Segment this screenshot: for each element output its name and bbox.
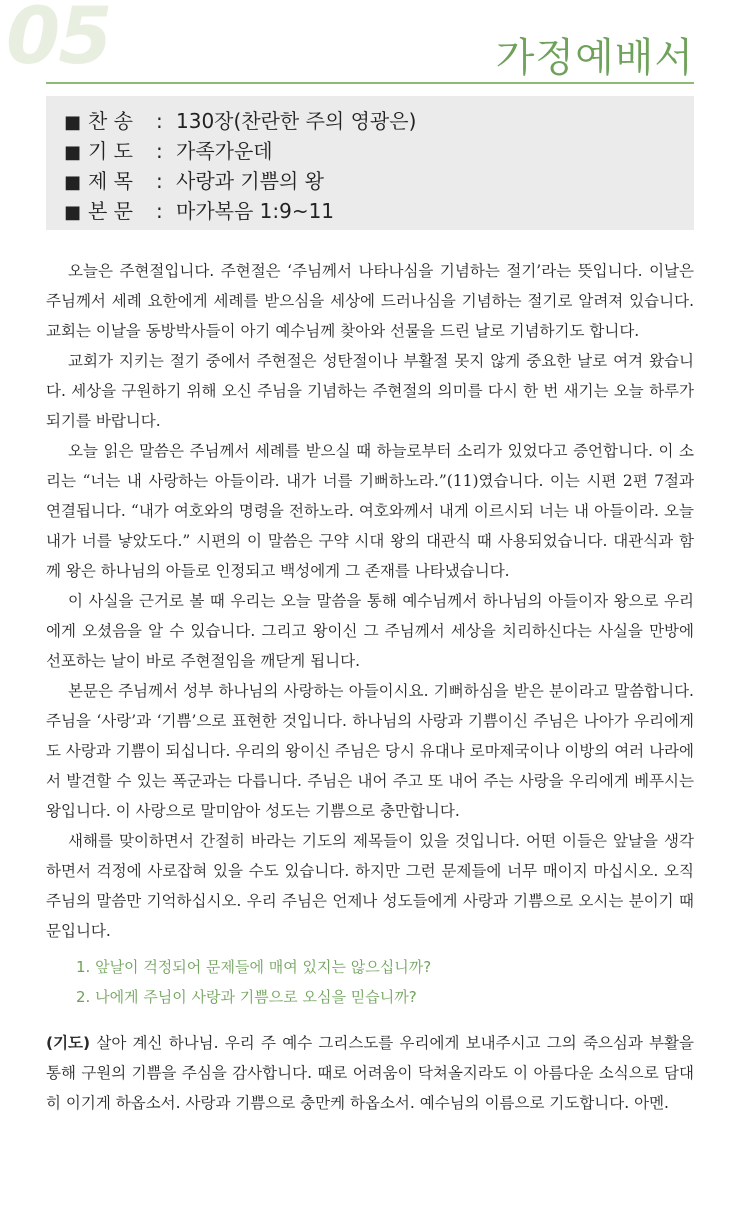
info-value: 130장(찬란한 주의 영광은) — [176, 109, 417, 133]
sermon-paragraph: 오늘은 주현절입니다. 주현절은 ‘주님께서 나타나심을 기념하는 절기’라는 뜻입니다. 이날은 주님께서 세례 요한에게 세례를 받으심을 세상에 드러나심을 기념하는 절기로 알려져 있습니다. 교회는 이날을 동방박사들이 아기 예수님께 찾아와 선물을 드린 날로 기념하기도 합니다. — [46, 262, 694, 340]
sermon-paragraph: 이 사실을 근거로 볼 때 우리는 오늘 말씀을 통해 예수님께서 하나님의 아들이자 왕으로 우리에게 오셨음을 알 수 있습니다. 그리고 왕이신 그 주님께서 세상을 치리하신다는 사실을 만방에 선포하는 날이 바로 주현절임을 깨닫게 됩니다. — [46, 592, 694, 670]
info-colon: : — [156, 199, 163, 223]
info-colon: : — [156, 169, 163, 193]
sermon-paragraph: 본문은 주님께서 성부 하나님의 사랑하는 아들이시요. 기뻐하심을 받은 분이라고 말씀합니다. 주님을 ‘사랑’과 ‘기쁨’으로 표현한 것입니다. 하나님의 사랑과 기쁨이신 주님은 나아가 우리에게도 사랑과 기쁨이 되십니다. 우리의 왕이신 주님은 당시 유대나 로마제국이나 이방의 여러 나라에서 발견할 수 있는 폭군과는 다릅니다. 주님은 내어 주고 또 내어 주는 사랑을 우리에게 베푸시는 왕입니다. 이 사랑으로 말미암아 성도는 기쁨으로 충만합니다. — [46, 682, 695, 820]
prayer-tag: (기도) — [46, 1034, 91, 1052]
info-value: 마가복음 1:9~11 — [176, 199, 335, 223]
info-row-scripture — [64, 196, 334, 226]
info-colon: : — [156, 139, 163, 163]
sermon-paragraph: 교회가 지키는 절기 중에서 주현절은 성탄절이나 부활절 못지 않게 중요한 날로 여겨 왔습니다. 세상을 구원하기 위해 오신 주님을 기념하는 주현절의 의미를 다시 한 번 새기는 오늘 하루가 되기를 바랍니다. — [46, 352, 694, 430]
info-row-hymn — [64, 106, 416, 136]
reflection-questions — [76, 952, 431, 1012]
info-colon: : — [156, 109, 163, 133]
bullet-icon: ■ — [64, 172, 82, 193]
info-value: 가족가운데 — [176, 139, 273, 163]
question-item: 1. 앞날이 걱정되어 문제들에 매여 있지는 않으십니까? — [76, 958, 432, 976]
info-label: 제 목 — [88, 169, 133, 193]
bullet-icon: ■ — [64, 142, 82, 163]
info-value: 사랑과 기쁨의 왕 — [176, 169, 324, 193]
sermon-paragraph: 오늘 읽은 말씀은 주님께서 세례를 받으실 때 하늘로부터 소리가 있었다고 증언합니다. 이 소리는 “너는 내 사랑하는 아들이라. 내가 너를 기뻐하노라.”(11)였습니다. 이는 시편 2편 7절과 연결됩니다. “내가 여호와의 명령을 전하노라. 여호와께서 내게 이르시되 너는 내 아들이라. 오늘 내가 너를 낳았도다.” 시편의 이 말씀은 구약 시대 왕의 대관식 때 사용되었습니다. 대관식과 함께 왕은 하나님의 아들로 인정되고 백성에게 그 존재를 나타냈습니다. — [46, 442, 694, 580]
prayer-text: 살아 계신 하나님. 우리 주 예수 그리스도를 우리에게 보내주시고 그의 죽으심과 부활을 통해 구원의 기쁨을 주심을 감사합니다. 때로 어려움이 닥쳐올지라도 이 아름다운 소식으로 담대히 이기게 하옵소서. 사랑과 기쁨으로 충만케 하옵소서. 예수님의 이름으로 기도합니다. 아멘. — [46, 1034, 694, 1112]
info-label: 기 도 — [88, 139, 133, 163]
info-row-prayer — [64, 136, 273, 166]
sermon-body — [46, 256, 694, 946]
closing-prayer — [46, 1028, 694, 1118]
worship-info-box — [46, 96, 694, 230]
sermon-paragraph: 새해를 맞이하면서 간절히 바라는 기도의 제목들이 있을 것입니다. 어떤 이들은 앞날을 생각하면서 걱정에 사로잡혀 있을 수도 있습니다. 하지만 그런 문제들에 너무 매이지 마십시오. 오직 주님의 말씀만 기억하십시오. 우리 주님은 언제나 성도들에게 사랑과 기쁨으로 오시는 분이기 때문입니다. — [46, 832, 694, 940]
title-divider — [46, 82, 694, 84]
info-label: 찬 송 — [88, 109, 133, 133]
page-number: 05 — [6, 0, 111, 82]
bullet-icon: ■ — [64, 112, 82, 133]
question-item: 2. 나에게 주님이 사랑과 기쁨으로 오심을 믿습니까? — [76, 988, 417, 1006]
bullet-icon: ■ — [64, 202, 82, 223]
info-row-title — [64, 166, 324, 196]
page-title: 가정예배서 — [495, 35, 694, 81]
info-label: 본 문 — [88, 199, 133, 223]
